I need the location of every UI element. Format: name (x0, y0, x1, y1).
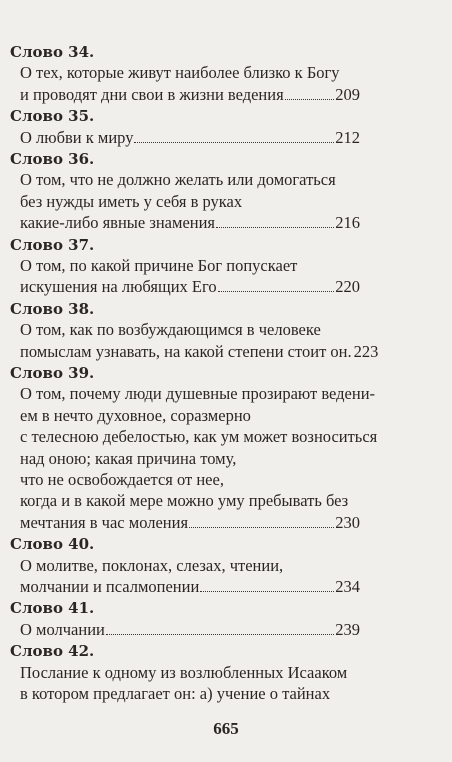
toc-page-number: 230 (335, 512, 360, 532)
toc-heading: Слово 38. (10, 299, 95, 318)
toc-text-line: что не освобождается от нее, (20, 470, 224, 489)
toc-heading: Слово 41. (10, 599, 95, 618)
toc-page-number: 239 (335, 619, 360, 639)
toc-entry-title: мечтания в час моления (20, 512, 189, 532)
toc-page-number: 220 (335, 277, 360, 297)
toc-heading: Слово 35. (10, 107, 95, 126)
toc-text-line: с телесною дебелостью, как ум может возноситься (20, 427, 378, 447)
toc-heading: Слово 36. (10, 150, 95, 168)
dot-leader (106, 621, 334, 635)
toc-text-line: О том, как по возбуждающимся в человеке (20, 320, 321, 340)
toc-heading: Слово 34. (10, 43, 95, 61)
toc-text-line: О тех, которые живут наиболее близко к Богу (20, 63, 340, 83)
toc-page-number: 216 (335, 213, 360, 233)
dot-leader (216, 214, 334, 228)
toc-heading: Слово 40. (10, 535, 95, 554)
toc-entry-row (20, 85, 360, 105)
toc-entry-row (20, 620, 360, 640)
toc-entry-title: какие-либо явные знамения (20, 213, 216, 233)
toc-text-line: без нужды иметь у себя в руках (20, 191, 243, 211)
toc-text-line: О том, почему люди душевные прозирают ведени- (20, 384, 376, 404)
toc-entry-row (20, 128, 360, 148)
toc-entry-title: О любви к миру (20, 127, 134, 147)
toc-entry-row (20, 513, 360, 533)
toc-entry-row (20, 277, 360, 297)
toc-entry-title: О молчании (20, 619, 105, 639)
dot-leader (285, 86, 335, 100)
dot-leader (189, 514, 334, 528)
toc-text-line: когда и в какой мере можно уму пребывать без (20, 491, 349, 511)
toc-page-number: 234 (335, 577, 360, 596)
toc-entry-row (20, 341, 379, 362)
toc-entry-title: помыслам узнавать, на какой степени стоит он. (20, 341, 352, 361)
toc-text-line: О молитве, поклонах, слезах, чтении, (20, 555, 284, 575)
page-number: 665 (213, 719, 239, 738)
toc-entry-row (20, 577, 360, 597)
dot-leader (200, 578, 334, 592)
toc-entry-title: молчании и псалмопении (20, 577, 200, 596)
toc-page-number: 212 (335, 127, 360, 147)
toc-heading: Слово 42. (10, 642, 95, 661)
toc-text-line: над оною; какая причина тому, (20, 448, 237, 468)
toc-entry-title: искушения на любящих Его (20, 277, 217, 297)
toc-entry-row (20, 213, 360, 233)
toc-text-line: Послание к одному из возлюбленных Исааком (20, 662, 348, 682)
toc-text-line: в котором предлагает он: а) учение о тайнах (20, 684, 331, 703)
toc-entry-title: и проводят дни свои в жизни ведения (20, 84, 284, 104)
toc-text-line: О том, по какой причине Бог попускает (20, 256, 298, 275)
dot-leader (218, 278, 335, 292)
toc-page-number: 209 (335, 84, 360, 104)
toc-heading: Слово 39. (10, 364, 95, 382)
toc-heading: Слово 37. (10, 235, 95, 254)
toc-page-number: 223 (353, 341, 379, 361)
toc-text-line: О том, что не должно желать или домогаться (20, 170, 336, 190)
dot-leader (134, 129, 334, 143)
toc-text-line: ем в нечто духовное, соразмерно (20, 405, 251, 425)
